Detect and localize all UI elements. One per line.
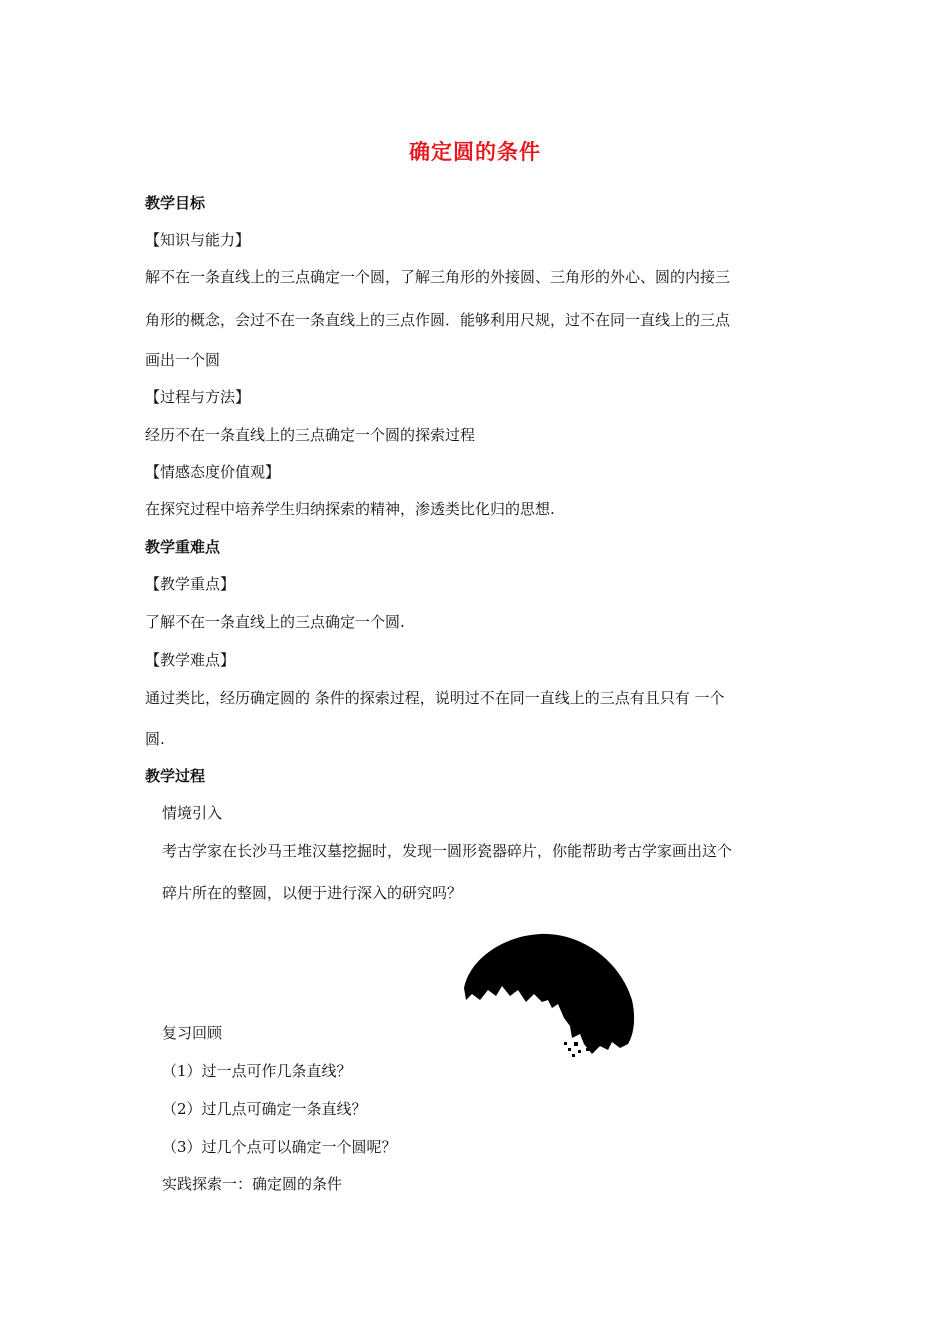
objectives-heading: 教学目标	[145, 194, 206, 212]
scenario-label: 情境引入	[162, 804, 223, 822]
review-label: 复习回顾	[162, 1024, 223, 1042]
review-question-2: （2）过几点可确定一条直线？	[162, 1100, 367, 1118]
process-label: 【过程与方法】	[145, 388, 251, 406]
knowledge-line-1: 解不在一条直线上的三点确定一个圆，了解三角形的外接圆、三角形的外心、圆的内接三	[145, 268, 731, 286]
knowledge-line-2: 角形的概念，会过不在一条直线上的三点作圆．能够利用尺规，过不在同一直线上的三点	[145, 311, 731, 329]
review-question-1: （1）过一点可作几条直线？	[162, 1062, 352, 1080]
difficulty-line-1: 通过类比，经历确定圆的 条件的探索过程，说明过不在同一直线上的三点有且只有 一个	[145, 689, 725, 707]
porcelain-fragment-image	[460, 930, 636, 1058]
scenario-line-2: 碎片所在的整圆，以便于进行深入的研究吗？	[162, 884, 463, 902]
process-text: 经历不在一条直线上的三点确定一个圆的探索过程	[145, 426, 476, 444]
difficulty-label: 【教学难点】	[145, 651, 236, 669]
emotion-text: 在探究过程中培养学生归纳探索的精神，渗透类比化归的思想.	[145, 500, 555, 518]
emotion-label: 【情感态度价值观】	[145, 463, 281, 481]
knowledge-line-3: 画出一个圆	[145, 351, 221, 369]
focus-text: 了解不在一条直线上的三点确定一个圆.	[145, 613, 405, 631]
practice-label: 实践探索一：确定圆的条件	[162, 1175, 343, 1193]
focus-label: 【教学重点】	[145, 575, 236, 593]
review-question-3: （3）过几个点可以确定一个圆呢？	[162, 1138, 397, 1156]
difficulty-line-2: 圆.	[145, 730, 165, 748]
process-heading: 教学过程	[145, 767, 206, 785]
key-points-heading: 教学重难点	[145, 538, 221, 556]
scenario-line-1: 考古学家在长沙马王堆汉墓挖掘时，发现一圆形瓷器碎片，你能帮助考古学家画出这个	[162, 842, 733, 860]
page-title: 确定圆的条件	[409, 140, 541, 164]
knowledge-label: 【知识与能力】	[145, 231, 251, 249]
